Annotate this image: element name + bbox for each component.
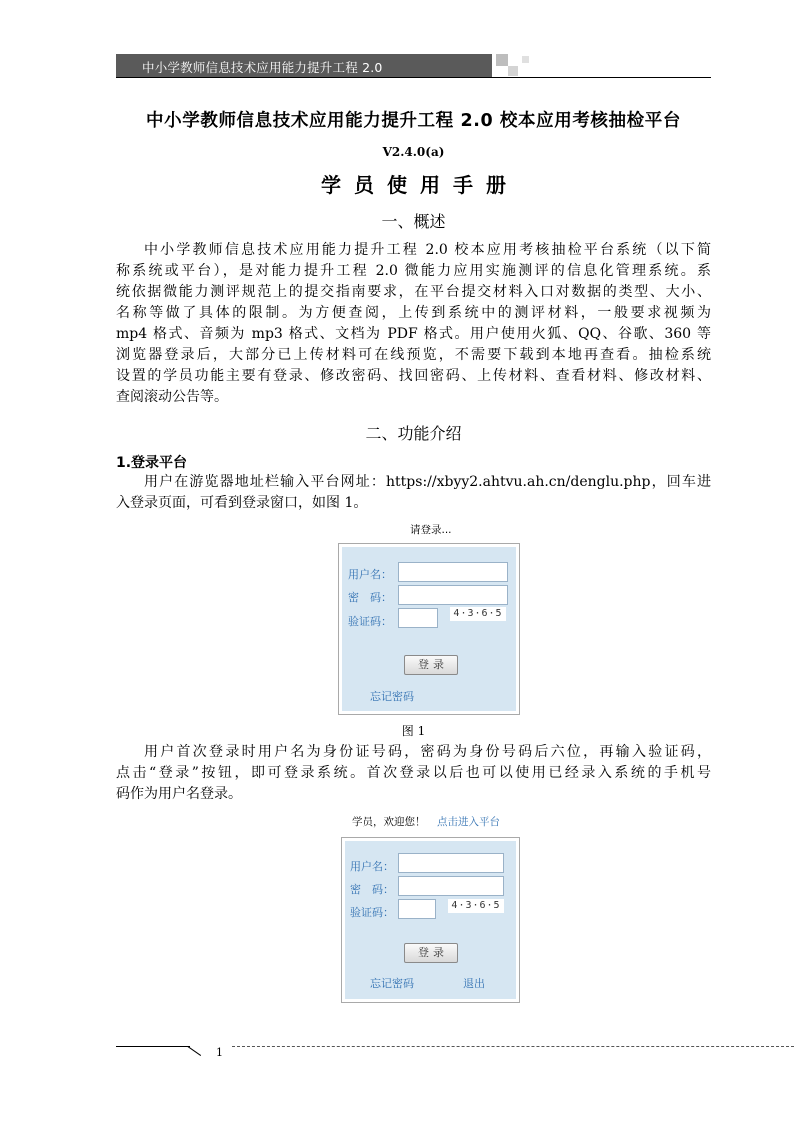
figure1-top-caption: 请登录... bbox=[410, 524, 452, 536]
footer-rule bbox=[116, 1046, 190, 1047]
figure1-login-button[interactable]: 登录 bbox=[404, 655, 458, 675]
figure2-welcome-text: 学员，欢迎您！ bbox=[352, 816, 426, 828]
section-heading-features: 二、功能介绍 bbox=[365, 424, 462, 443]
figure2-login-button[interactable]: 登录 bbox=[404, 943, 458, 963]
header-text: 中小学教师信息技术应用能力提升工程 2.0 bbox=[142, 60, 383, 75]
figure1-captcha-label: 验证码： bbox=[348, 615, 392, 628]
text-line: 中小学教师信息技术应用能力提升工程 2.0 校本应用考核抽检平台系统（以下简 bbox=[144, 242, 711, 258]
figure2-captcha-image[interactable]: 4·3·6·5 bbox=[448, 899, 504, 913]
figure2-enter-platform-link[interactable]: 点击进入平台 bbox=[437, 816, 500, 828]
text-line: 浏览器登录后，大部分已上传材料可在线预览，不需要下载到本地再查看。抽检系统 bbox=[116, 347, 711, 363]
text-line: 码作为用户名登录。 bbox=[116, 786, 242, 802]
text-line: 设置的学员功能主要有登录、修改密码、找回密码、上传材料、查看材料、修改材料、 bbox=[116, 368, 711, 384]
figure2-username-label: 用户名： bbox=[350, 860, 394, 873]
figure1-caption: 图 1 bbox=[401, 724, 426, 738]
figure2-captcha-label: 验证码： bbox=[350, 906, 394, 919]
text-line: 查阅滚动公告等。 bbox=[116, 389, 228, 405]
figure1-captcha-input[interactable] bbox=[398, 608, 438, 628]
text-line: mp4 格式、音频为 mp3 格式、文档为 PDF 格式。用户使用火狐、QQ、谷歌、360 等 bbox=[116, 326, 711, 342]
login-paragraph-2 bbox=[116, 742, 711, 805]
overview-paragraph bbox=[116, 240, 711, 408]
text-line: 名称等做了具体的限制。为方便查阅，上传到系统中的测评材料，一般要求视频为 bbox=[116, 305, 711, 321]
text-line: 点击“登录”按钮，即可登录系统。首次登录以后也可以使用已经录入系统的手机号 bbox=[116, 765, 711, 781]
figure1-captcha-image[interactable]: 4·3·6·5 bbox=[450, 607, 506, 621]
subsection-heading-login: 1.登录平台 bbox=[116, 455, 188, 471]
text-line: 称系统或平台），是对能力提升工程 2.0 微能力应用实施测评的信息化管理系统。系 bbox=[116, 263, 711, 279]
version-label: V2.4.0(a) bbox=[382, 145, 445, 159]
footer-rule-slant bbox=[187, 1046, 201, 1056]
document-subtitle: 学员使用手册 bbox=[321, 173, 519, 197]
figure1-username-label: 用户名： bbox=[348, 568, 392, 581]
figure2-forgot-password-link[interactable]: 忘记密码 bbox=[370, 977, 414, 990]
figure1-username-input[interactable] bbox=[398, 562, 508, 582]
header-decor bbox=[496, 54, 508, 66]
text-line: 用户首次登录时用户名为身份证号码，密码为身份号码后六位，再输入验证码， bbox=[144, 744, 711, 760]
section-heading-overview: 一、概述 bbox=[381, 212, 446, 231]
figure2-password-input[interactable] bbox=[398, 876, 504, 896]
figure1-password-input[interactable] bbox=[398, 585, 508, 605]
document-title: 中小学教师信息技术应用能力提升工程 2.0 校本应用考核抽检平台 bbox=[146, 111, 681, 131]
login-paragraph-1 bbox=[116, 472, 711, 514]
figure2-username-input[interactable] bbox=[398, 853, 504, 873]
page-number: 1 bbox=[216, 1046, 223, 1059]
figure2-password-label: 密 码： bbox=[350, 883, 394, 896]
figure1-password-label: 密 码： bbox=[348, 591, 392, 604]
text-line: 用户在游览器地址栏输入平台网址：https://xbyy2.ahtvu.ah.cn/denglu.php，回车进 bbox=[144, 474, 711, 490]
figure2-logout-link[interactable]: 退出 bbox=[463, 977, 485, 990]
header-decor bbox=[522, 56, 529, 63]
header-decor bbox=[508, 66, 518, 76]
figure2-captcha-input[interactable] bbox=[398, 899, 436, 919]
text-line: 入登录页面，可看到登录窗口，如图 1。 bbox=[116, 495, 368, 511]
text-line: 统依据微能力测评规范上的提交指南要求，在平台提交材料入口对数据的类型、大小、 bbox=[116, 284, 711, 300]
footer-dashed-rule bbox=[232, 1046, 794, 1047]
header-rule bbox=[116, 77, 711, 78]
figure1-forgot-password-link[interactable]: 忘记密码 bbox=[370, 690, 414, 703]
